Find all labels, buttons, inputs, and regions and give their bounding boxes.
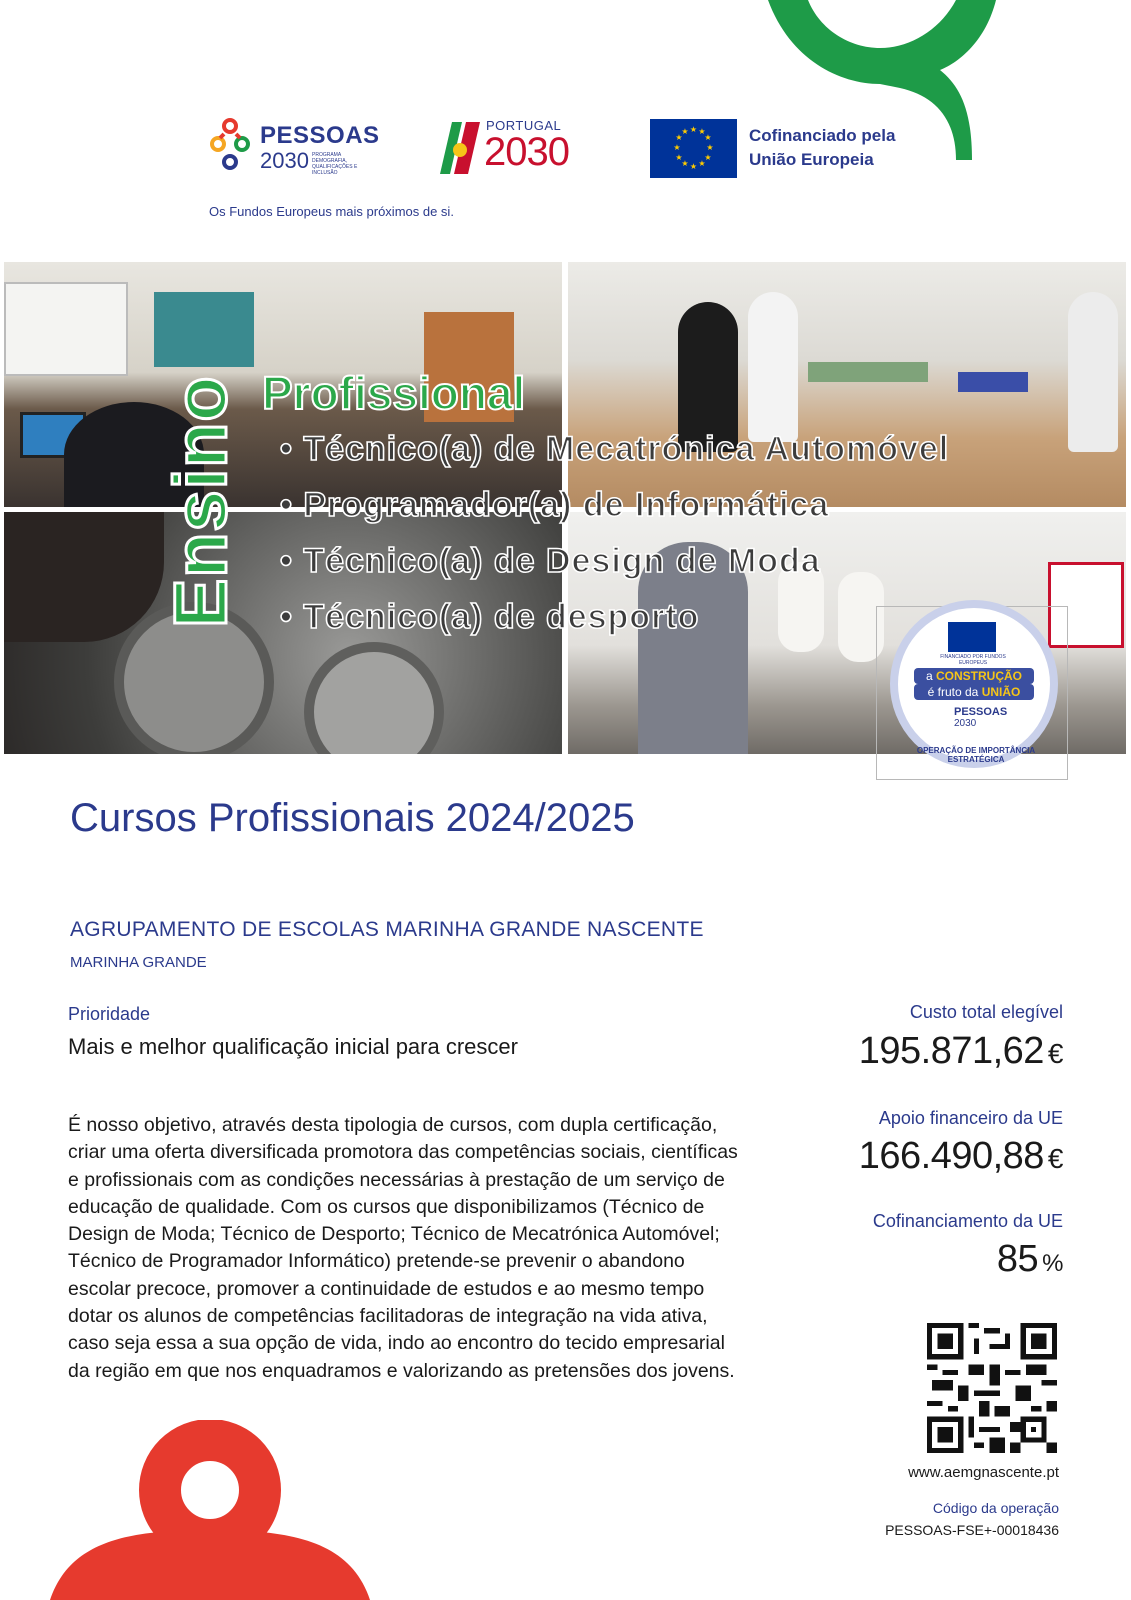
percent-symbol: %	[1042, 1250, 1063, 1277]
course-item: • Programador(a) de Informática	[280, 486, 830, 524]
svg-text:★: ★	[681, 127, 689, 136]
cofinancing-value	[997, 1238, 1063, 1281]
pessoas-2030-logo	[208, 118, 388, 178]
svg-text:★: ★	[706, 143, 714, 152]
organization-city: MARINHA GRANDE	[70, 954, 207, 971]
cofinancing-label: Cofinanciamento da UE	[872, 1211, 1063, 1231]
badge-eu-label: FINANCIADO POR FUNDOS EUROPEUS	[940, 654, 1006, 666]
pessoas-year: 2030	[260, 148, 309, 173]
pessoas-wordmark: PESSOAS	[260, 122, 380, 149]
course-item: • Técnico(a) de Mecatrónica Automóvel	[280, 430, 950, 468]
svg-text:★: ★	[704, 133, 712, 142]
strategic-operation-badge	[890, 600, 1058, 768]
svg-text:★: ★	[698, 159, 706, 168]
description-text: É nosso objetivo, através desta tipologia de cursos, com dupla certificação, criar uma oferta diversificada promotora das competências sociais, científicas e profissionais com as condições necessárias à prestação de um serviço de educação de qualidade. Com os cursos que disponibilizamos (Técnico de Design de Moda; Técnico de Desporto; Técnico de Mecatrónica Automóvel; Técnico de Programador Informático) pretende-se prevenir o abandono escolar precoce, promover a continuidade de estudos e ao mesmo tempo dotar os alunos de competências facilitadoras de integração na vida ativa, caso seja essa a sua opção de vida, indo ao encontro do tecido empresarial da região em que nos enquadramos e valorizando as pretensões dos jovens.	[68, 1114, 738, 1382]
eu-cofinancing-text	[749, 124, 895, 172]
svg-text:★: ★	[689, 125, 698, 134]
priority-label: Prioridade	[68, 1004, 151, 1024]
pessoas-program-name: PROGRAMA DEMOGRAFIA, QUALIFICAÇÕES E INCLUSÃO	[312, 152, 358, 176]
currency-symbol: €	[1047, 1038, 1063, 1069]
svg-text:★: ★	[704, 153, 712, 162]
badge-line2: é fruto da UNIÃO	[914, 684, 1034, 700]
priority-value: Mais e melhor qualificação inicial para crescer	[68, 1034, 518, 1059]
portugal-year: 2030	[484, 130, 569, 174]
badge-pessoas: PESSOAS	[954, 706, 1008, 718]
pessoas-logo-icon	[208, 118, 254, 176]
currency-symbol: €	[1047, 1143, 1063, 1174]
profissional-heading: Profissional	[262, 367, 526, 419]
eu-stars-icon	[650, 119, 737, 178]
red-decorative-shape	[40, 1420, 380, 1600]
badge-line1: a CONSTRUÇÃO	[914, 668, 1034, 684]
portugal-2030-logo	[436, 116, 606, 180]
svg-text:★: ★	[673, 143, 681, 152]
eu-support-label: Apoio financeiro da UE	[878, 1108, 1063, 1128]
page-title: Cursos Profissionais 2024/2025	[70, 796, 635, 840]
eu-support-value	[859, 1135, 1063, 1178]
website-link[interactable]: www.aemgnascente.pt	[908, 1464, 1059, 1481]
course-item: • Técnico(a) de desporto	[280, 598, 700, 636]
eu-flag-icon	[650, 119, 737, 178]
ensino-word: Ensino	[159, 375, 242, 628]
eu-text-line1: Cofinanciado pela	[749, 126, 896, 145]
svg-text:★: ★	[675, 133, 683, 142]
eu-support-amount: 166.490,88	[858, 1135, 1044, 1177]
tagline: Os Fundos Europeus mais próximos de si.	[209, 204, 454, 219]
svg-text:★: ★	[689, 162, 698, 171]
svg-text:★: ★	[675, 153, 683, 162]
organization-name: AGRUPAMENTO DE ESCOLAS MARINHA GRANDE NASCENTE	[70, 918, 704, 941]
total-cost-label: Custo total elegível	[909, 1002, 1063, 1022]
badge-pessoas-year: 2030	[954, 718, 977, 729]
cofinancing-amount: 85	[996, 1238, 1039, 1280]
operation-code-label: Código da operação	[932, 1500, 1059, 1516]
eu-text-line2: União Europeia	[749, 150, 874, 169]
badge-ring-text: OPERAÇÃO DE IMPORTÂNCIA ESTRATÉGICA	[916, 746, 1036, 764]
qr-code-icon[interactable]	[927, 1323, 1057, 1453]
total-cost-value	[859, 1030, 1063, 1073]
operation-code-value: PESSOAS-FSE+-00018436	[885, 1522, 1059, 1538]
portugal-flag-icon	[436, 118, 482, 176]
portugal-wordmark: PORTUGAL	[486, 118, 562, 133]
course-item: • Técnico(a) de Design de Moda	[280, 542, 821, 580]
photo-gym	[568, 262, 1126, 507]
total-cost-amount: 195.871,62	[858, 1030, 1044, 1072]
badge-eu-flag-icon	[948, 622, 996, 652]
svg-text:★: ★	[698, 127, 706, 136]
svg-text:★: ★	[681, 159, 689, 168]
